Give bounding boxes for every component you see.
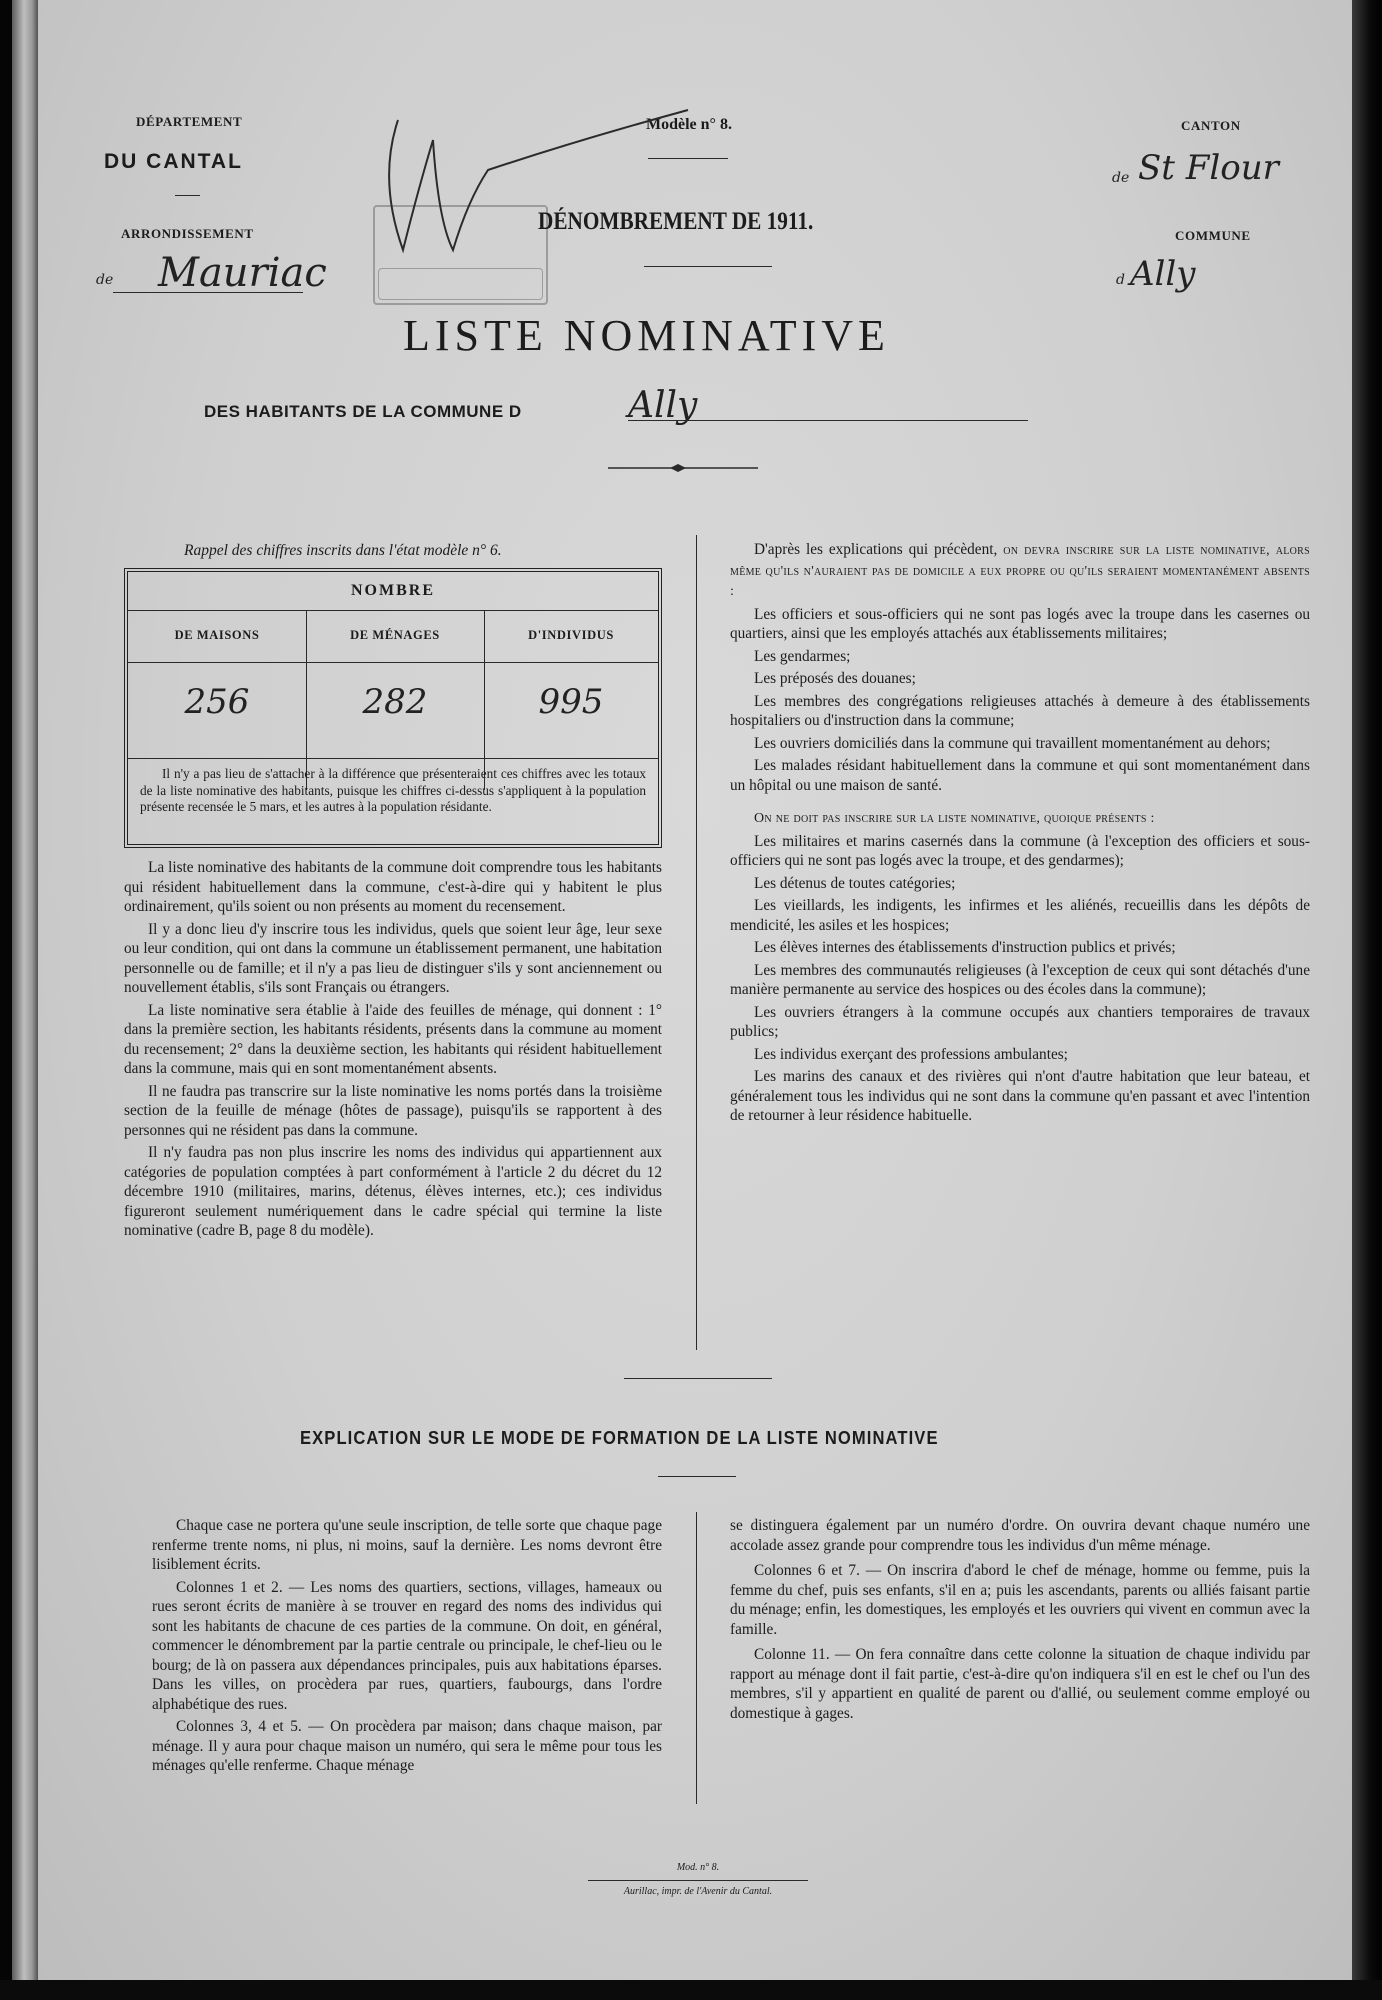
left-paragraph: La liste nominative des habitants de la commune doit comprendre tous les habitants qui résident habituellement dans la commune, c'est-à-dire qui y habitent le plus ordinairement, qu'ils soient ou non présents au moment du recensement.: [124, 859, 662, 915]
explication-title: EXPLICATION SUR LE MODE DE FORMATION DE LA LISTE NOMINATIVE: [300, 1428, 939, 1448]
modele-number: Modèle n° 8.: [646, 116, 732, 133]
exclude-item: Les individus exerçant des professions ambulantes;: [754, 1045, 1068, 1063]
recap-col-menages-label: DE MÉNAGES: [350, 628, 440, 642]
right-intro: [730, 540, 1310, 602]
explication-right-column: [730, 1516, 1310, 1726]
footer-printer: Aurillac, impr. de l'Avenir du Cantal.: [623, 1886, 773, 1897]
explication-right-paragraph: Colonne 11. — On fera connaître dans cette colonne la situation de chaque individu par rapport au ménage dont il fait partie, c'est-à-dire qu'on indiquera s'il en est le chef ou l'un des membres, s'il y appartient en qualité de parent ou d'allié, ou seulement comme employé ou domestique à gages.: [730, 1646, 1310, 1722]
canton-label: CANTON: [1181, 118, 1241, 133]
ornament-rule: [608, 462, 758, 474]
book-spine-edge: [0, 0, 12, 2000]
exclude-item: Les membres des communautés religieuses (à l'exception de ceux qui sont détachés d'une manière permanente au service des hospices ou des écoles dans la commune);: [730, 961, 1310, 998]
exclude-item: Les vieillards, les indigents, les infirmes et les aliénés, recueillis dans les dépôts de mendicité, les asiles et les hospices;: [730, 897, 1310, 934]
right-text-column: [730, 540, 1310, 1129]
exclude-item: Les ouvriers étrangers à la commune occupés aux chantiers temporaires de travaux publics;: [730, 1003, 1310, 1040]
explication-left-paragraph: Colonnes 1 et 2. — Les noms des quartiers, sections, villages, hameaux ou rues seront écrits de manière à se trouver en regard des noms des individus qui sont les habitants de chacune de ces parties de la commune. On doit, en général, commencer le dénombrement par la partie centrale ou principale, le chef-lieu ou le bourg; de là on passera aux dépendances principales, puis aux habitations éparses. Dans les villes, on procèdera par rues, quartiers, faubourgs, dans l'ordre alphabétique des rues.: [152, 1578, 662, 1713]
habitants-line-label: DES HABITANTS DE LA COMMUNE D: [204, 402, 522, 421]
left-paragraph: Il n'y faudra pas non plus inscrire les noms des individus qui appartiennent aux catégories de population comptées à part conformément à l'article 2 du décret du 12 décembre 1910 (militaires, marins, détenus, élèves internes, etc.); ces individus figureront seulement numériquement dans le cadre spécial qui termine la liste nominative (cadre B, page 8 du modèle).: [124, 1144, 662, 1239]
footer-rule: [588, 1880, 808, 1881]
commune-prefix: d: [1116, 272, 1125, 288]
departement-rule: [175, 195, 200, 196]
document-page: [38, 0, 1356, 1982]
recap-value-rule: [128, 758, 658, 759]
exclude-heading: On ne doit pas inscrire sur la liste nominative, quoique présents :: [754, 811, 1155, 826]
recap-nombre-header: NOMBRE: [351, 582, 435, 599]
explication-divider: [696, 1512, 697, 1804]
right-intro-text: D'après les explications qui précèdent,: [754, 541, 998, 558]
recap-menages-value: 282: [362, 682, 428, 722]
commune-label: COMMUNE: [1175, 228, 1251, 243]
habitants-commune-value: Ally: [628, 385, 698, 426]
explication-right-paragraph: Colonnes 6 et 7. — On inscrira d'abord le chef de ménage, homme ou femme, puis la femme du chef, puis ses enfants, s'il en a; puis les ascendants, parents ou alliés faisant partie du ménage; enfin, les domestiques, les employés et les ouvriers qui vivent en commun avec la famille.: [730, 1562, 1310, 1638]
exclude-item: Les militaires et marins casernés dans la commune (à l'exception des officiers et sous-officiers qui ne sont pas logés avec la troupe, et des gendarmes);: [730, 832, 1310, 869]
recap-note: Il n'y a pas lieu de s'attacher à la différence que présenteraient ces chiffres avec les totaux de la liste nominative des habitants, puisque les chiffres ci-dessus s'appliquent à la population présente recensée le 5 mars, et les autres à la population résidante.: [140, 766, 646, 814]
recap-col-maisons-label: DE MAISONS: [174, 628, 260, 642]
center-column-divider: [696, 535, 697, 1350]
left-paragraph: La liste nominative sera établie à l'aide des feuilles de ménage, qui donnent : 1° dans la première section, les habitants résidents, présents dans la commune au moment du recensement; 2° dans la deuxième section, les habitants qui résident habituellement dans la commune, mais qui en sont momentanément absents.: [124, 1001, 662, 1077]
exclude-item: Les marins des canaux et des rivières qui n'ont d'autre habitation que leur bateau, et généralement tous les individus qui ne sont dans la commune qu'en passant et avec l'intention de retourner à leur résidence habituelle.: [730, 1068, 1310, 1124]
recap-caption: Rappel des chiffres inscrits dans l'état modèle n° 6.: [184, 542, 502, 559]
canton-prefix: de: [1112, 170, 1130, 186]
explication-rule: [658, 1476, 736, 1477]
recap-col-individus-label: D'INDIVIDUS: [528, 628, 614, 642]
commune-value: Ally: [1130, 254, 1196, 294]
inscribe-item: Les officiers et sous-officiers qui ne sont pas logés avec la troupe dans les casernes ou quartiers, ainsi que les employés attachés aux établissements militaires;: [730, 605, 1310, 642]
inscribe-item: Les préposés des douanes;: [754, 670, 916, 687]
explication-left-column: [152, 1516, 662, 1779]
arrondissement-prefix: de: [96, 272, 114, 288]
arrondissement-label: ARRONDISSEMENT: [121, 226, 254, 241]
signature-scribble: [358, 100, 698, 290]
denombrement-title: DÉNOMBREMENT DE 1911.: [538, 208, 814, 235]
left-paragraph: Il ne faudra pas transcrire sur la liste nominative les noms portés dans la troisième section de la feuille de ménage (hôtes de passage), puisqu'ils se rapportent à des personnes qui ne résident pas dans la commune.: [124, 1082, 662, 1139]
departement-label: DÉPARTEMENT: [136, 114, 243, 129]
right-dark-edge: [1352, 0, 1382, 2000]
explication-left-paragraph: Chaque case ne portera qu'une seule inscription, de telle sorte que chaque page renferme trente noms, ni plus, ni moins, sauf la dernière. Les noms devront être lisiblement écrits.: [152, 1517, 662, 1573]
departement-value: DU CANTAL: [104, 150, 243, 173]
right-intro-caps: on devra inscrire sur la liste nominative, alors même qu'ils n'auraient pas de domicile a eux propre ou qu'ils seraient momentanément absents :: [730, 543, 1311, 599]
explication-right-paragraph: se distinguera également par un numéro d'ordre. On ouvrira devant chaque numéro une accolade assez grande pour comprendre tous les individus d'un même ménage.: [730, 1517, 1310, 1554]
canton-value: St Flour: [1138, 148, 1279, 188]
exclude-item: Les détenus de toutes catégories;: [754, 874, 956, 892]
recap-individus-value: 995: [538, 682, 604, 722]
recap-maisons-value: 256: [184, 682, 250, 722]
inscribe-item: Les malades résidant habituellement dans la commune et qui sont momentanément dans un hôpital ou une maison de santé.: [730, 757, 1310, 794]
exclude-item: Les élèves internes des établissements d'instruction publics et privés;: [754, 939, 1176, 956]
footer-model: Mod. n° 8.: [676, 1862, 720, 1873]
recap-table: [124, 568, 662, 848]
habitants-underline: [628, 420, 1028, 421]
inscribe-item: Les gendarmes;: [754, 647, 851, 665]
recap-header-rule: [128, 610, 658, 611]
liste-title: LISTE NOMINATIVE: [403, 311, 890, 360]
explication-left-paragraph: Colonnes 3, 4 et 5. — On procèdera par maison; dans chaque maison, par ménage. Il y aura pour chaque maison un numéro, qui sera le même pour tous les ménages qu'elle renferme. Chaque ménage: [152, 1718, 662, 1774]
section-rule: [624, 1378, 772, 1379]
arrondissement-value: Mauriac: [158, 250, 327, 296]
denombrement-rule: [644, 266, 772, 267]
left-paragraph: Il y a donc lieu d'y inscrire tous les individus, quels que soient leur âge, leur sexe ou leur condition, qui ont dans la commune un établissement permanent, une habitation personnelle ou de famille; et il n'y a pas lieu de distinguer s'ils y sont anciennement ou nouvellement établis, s'ils sont Français ou étrangers.: [124, 920, 662, 996]
inscribe-item: Les ouvriers domiciliés dans la commune qui travaillent momentanément au dehors;: [754, 734, 1271, 752]
recap-label-rule: [128, 662, 658, 663]
bottom-dark-edge: [0, 1980, 1382, 2000]
arrondissement-underline: [113, 292, 303, 293]
left-text-column: [124, 858, 662, 1244]
inscribe-item: Les membres des congrégations religieuses attachés à demeure à des établissements hospitaliers ou d'instruction dans la commune;: [730, 692, 1310, 729]
